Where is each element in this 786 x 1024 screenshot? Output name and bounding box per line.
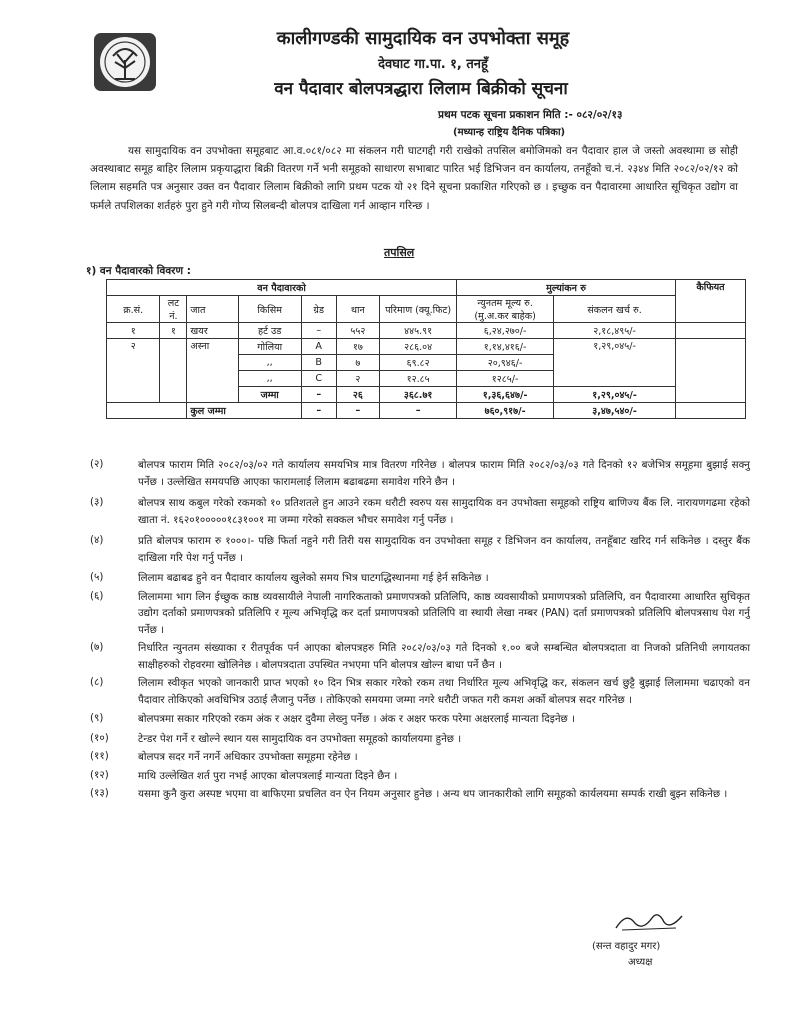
subtotal-grade: –	[301, 387, 336, 403]
total-grade: –	[301, 403, 336, 419]
cell-grade: C	[301, 371, 336, 387]
cell-kind: ,,	[238, 355, 301, 371]
cell-kind: हर्ट उड	[238, 323, 301, 339]
header-forest-group: वन पैदावारको	[107, 280, 457, 296]
cell-quantity: ४४५.९१	[380, 323, 457, 339]
cell-grade: –	[301, 323, 336, 339]
organization-title: कालीगण्डकी सामुदायिक वन उपभोक्ता समूह	[276, 28, 570, 49]
list-item-number: (६)	[90, 589, 104, 602]
list-item-text: लिलाममा भाग लिन ईच्छुक काष्ठ व्यवसायीले नेपाली नागरिकताको प्रमाणपत्रको प्रतिलिपि, काष्ठ व्यवसायीको प्रमाणपत्रको प्रतिलिपि, वन पैदावारमा आधारित सुचिकृत उद्योग दर्ताको प्रमाणपत्रको प्रतिलिपि र मूल्य अभिवृद्धि कर दर्ता प्रमाणपत्रको प्रतिलिपि वा स्थायी लेखा नम्बर (PAN) दर्ता प्रमाणपत्रको प्रतिलिपि बोलपत्रसाथ पेश गर्नु पर्नेछ ।	[138, 590, 750, 636]
forest-products-table	[106, 279, 746, 419]
list-item-number: (९)	[90, 712, 104, 724]
list-item	[90, 711, 750, 728]
cell-min-price: १२८५/-	[457, 371, 554, 387]
list-item	[90, 768, 750, 785]
cell-lot	[160, 339, 187, 403]
subtotal-min-price: १,३६,६४७/-	[457, 387, 554, 403]
subtotal-label: जम्मा	[238, 387, 301, 403]
list-item-text: लिलाम स्वीकृत भएको जानकारी प्राप्त भएको १० दिन भित्र सकार गरेको रकम तथा निर्धारित मूल्य अभिवृद्धि कर, संकलन खर्च छुट्टै बुझाई लिलाममा चढाएको वन पैदावार तोकिएको अवधिभित्र उठाई लैजानु पर्नेछ । तोकिएको समयमा जम्मा नगरे धरौटी जफत गरी कमश अर्को बोलपत्र सदर गरिनेछ ।	[138, 677, 750, 706]
list-item-text: यसमा कुनै कुरा अस्पष्ट भएमा वा बाफिएमा प्रचलित वन ऐन नियम अनुसार हुनेछ । अन्य थप जानकारीको लागि समूहको कार्यलयमा सम्पर्क राखी बुझ्न सकिनेछ ।	[138, 788, 728, 800]
cell-quantity: २८६.०४	[380, 339, 457, 355]
total-min-price: ७६०,९१७/-	[457, 403, 554, 419]
header-remarks: कैफियत	[676, 280, 746, 323]
cell-kind: गोलिया	[238, 339, 301, 355]
publication-date: प्रथम पटक सूचना प्रकाशन मिति :- ०८२/०२/१३	[438, 109, 623, 121]
header-valuation-group: मुल्यांकन रु	[457, 280, 676, 296]
cell-pieces: २	[336, 371, 380, 387]
cell-grade: A	[301, 339, 336, 355]
list-item-text: निर्धारित न्युनतम संख्याका र रीतपूर्वक पर्न आएका बोलपत्रहरु मिति २०८२/०३/०३ गते दिनको १.०० बजे सम्बन्धित बोलपत्रदाता वा निजको प्रतिनिधी लगायतका साक्षीहरुको रोहवरमा खोलिनेछ । बोलपत्रदाता उपस्थित नभएमा पनि बोलपत्र खोल्न बाधा पर्ने छैन ।	[138, 642, 750, 671]
subtotal-quantity: ३६८.७१	[380, 387, 457, 403]
schedule-heading: तपसिल	[384, 246, 415, 259]
header-collection-cost: संकलन खर्च रु.	[554, 296, 676, 323]
cell-min-price: २०,९४६/-	[457, 355, 554, 371]
conditions-list	[90, 457, 750, 805]
list-item-number: (७)	[90, 641, 104, 653]
list-item-number: (५)	[90, 571, 104, 583]
list-item	[90, 457, 750, 490]
signature-mark	[612, 908, 692, 934]
cell-sn: १	[107, 323, 160, 339]
list-item-number: (८)	[90, 676, 104, 688]
table-row	[107, 323, 746, 339]
list-item	[90, 786, 750, 803]
cell-remarks	[676, 339, 746, 403]
header-kind: किसिम	[238, 296, 301, 323]
list-item-text: टेन्डर पेश गर्ने र खोल्ने स्थान यस सामुदायिक वन उपभोक्ता समूहको कार्यालयमा हुनेछ ।	[138, 732, 462, 745]
list-item-number: (१०)	[90, 731, 109, 744]
list-item-text: लिलाम बढाबढ हुने वन पैदावार कार्यालय खुलेको समय भित्र घाटगद्धिस्थानमा गई हेर्न सकिनेछ ।	[138, 572, 489, 584]
publication-newspaper: (मध्यान्ह राष्ट्रिय दैनिक पत्रिका)	[453, 127, 566, 138]
header-grade: ग्रेड	[301, 296, 336, 323]
cell-min-price: १,१४,४१६/-	[457, 339, 554, 355]
list-item-number: (३)	[90, 496, 104, 508]
cell-quantity: १२.८५	[380, 371, 457, 387]
organization-address: देवघाट गा.पा. १, तनहूँ	[378, 57, 488, 72]
total-remarks	[676, 403, 746, 419]
cell-sn: २	[107, 339, 160, 403]
cell-lot: १	[160, 323, 187, 339]
cell-pieces: १७	[336, 339, 380, 355]
header-min-price: न्युनतम मूल्य रु. (मु.अ.कर बाहेक)	[457, 296, 554, 323]
list-item-number: (१२)	[90, 768, 109, 781]
cell-pieces: ५५२	[336, 323, 380, 339]
cell-kind: ,,	[238, 371, 301, 387]
list-item-text: बोलपत्र फाराम मिति २०८२/०३/०२ गते कार्यालय समयभित्र मात्र वितरण गरिनेछ । बोलपत्र फाराम मिति २०८२/०३/०३ गते दिनको १२ बजेभित्र समूहमा बुझाई सक्नु पर्नेछ । उल्लेखित समयपछि आएका फारामलाई लिलाम बढाबढमा समावेश गरिने छैन ।	[138, 459, 750, 488]
list-item-text: बोलपत्र साथ कबुल गरेको रकमको १० प्रतिशतले हुन आउने रकम धरौटी स्वरुप यस सामुदायिक वन उपभोक्ता समूहको राष्ट्रिय बाणिज्य बैंक लि. नारायणगढमा रहेको खाता नं. १६२०१०००००१८३१००१ मा जम्मा गरेको सक्कल भौचर समावेश गर्नु पर्नेछ ।	[138, 497, 750, 526]
list-item-number: (२)	[90, 458, 104, 470]
cell-species: खयर	[187, 323, 238, 339]
list-item	[90, 570, 750, 587]
signatory-name: (सन्त वहादुर मगर)	[592, 941, 661, 952]
list-item	[90, 533, 750, 566]
header-sn: क्र.सं.	[107, 296, 160, 323]
section-label: १) वन पैदावारको विवरण :	[86, 265, 191, 277]
total-label: कुल जम्मा	[187, 403, 301, 419]
subtotal-collection-cost: १,२९,०४५/-	[554, 387, 676, 403]
total-spacer	[107, 403, 187, 419]
total-quantity: –	[380, 403, 457, 419]
cell-grade: B	[301, 355, 336, 371]
total-pieces: –	[336, 403, 380, 419]
table-row	[107, 339, 746, 355]
header-lot: लट नं.	[160, 296, 187, 323]
list-item-text: प्रति बोलपत्र फाराम रु १०००।- पछि फिर्ता नहुने गरी तिरी यस सामुदायिक वन उपभोक्ता समूह र डिभिजन वन कार्यालय, तनहूँबाट खरिद गर्न सकिनेछ । दस्तुर बैंक दाखिला गरि पेश गर्नु पर्नेछ ।	[138, 535, 750, 564]
list-item-number: (१३)	[90, 787, 109, 799]
list-item-text: बोलपत्र सदर गर्ने नगर्ने अधिकार उपभोक्ता समूहमा रहेनेछ ।	[138, 751, 358, 763]
cell-species: अस्ना	[187, 339, 238, 403]
cell-min-price: ६,२४,२७०/-	[457, 323, 554, 339]
list-item	[90, 731, 750, 748]
list-item	[90, 749, 750, 766]
signatory-title: अध्यक्ष	[628, 957, 653, 968]
list-item-text: माथि उल्लेखित शर्त पुरा नभई आएका बोलपत्रलाई मान्यता दिइने छैन ।	[138, 769, 398, 782]
list-item	[90, 589, 750, 639]
header-quantity: परिमाण (क्यू.फिट)	[380, 296, 457, 323]
cell-collection-cost: २,१८,४९५/-	[554, 323, 676, 339]
list-item	[90, 495, 750, 528]
list-item	[90, 640, 750, 673]
intro-paragraph: यस सामुदायिक वन उपभोक्ता समूहबाट आ.व.०८१/०८२ मा संकलन गरी घाटगद्दी गरी राखेको तपसिल बमोजिमको वन पैदावार हाल जे जस्तो अवस्थामा छ सोही अवस्थाबाट समूह बाहिर लिलाम प्रकृयाद्धारा बिक्री वितरण गर्ने भनी समूहको साधारण सभाबाट पारित भई डिभिजन वन कार्यालय, तनहूँको च.नं. २३४४ मिति २०८२/०२/१२ को लिलाम सहमति पत्र अनुसार उक्त वन पैदावार लिलाम बिक्रीको लागि प्रथम पटक यो २१ दिने सूचना प्रकाशित गरिएको छ । इच्छुक वन पैदावारमा आधारित सूचिकृत उद्योग वा फर्मले तपशिलका शर्तहरुं पुरा हुने गरी गोप्य सिलबन्दी बोलपत्र दाखिला गर्न आव्हान गरिन्छ ।	[90, 145, 738, 212]
cell-quantity: ६९.८२	[380, 355, 457, 371]
cell-pieces: ७	[336, 355, 380, 371]
subtotal-pieces: २६	[336, 387, 380, 403]
header-species: जात	[187, 296, 238, 323]
list-item-number: (४)	[90, 534, 104, 546]
header-pieces: थान	[336, 296, 380, 323]
list-item-number: (११)	[90, 750, 109, 762]
list-item-text: बोलपत्रमा सकार गरिएको रकम अंक र अक्षर दुवैमा लेख्नु पर्नेछ । अंक र अक्षर फरक परेमा अक्षरलाई मान्यता दिइनेछ ।	[138, 713, 575, 725]
total-collection-cost: ३,४७,५४०/-	[554, 403, 676, 419]
total-row	[107, 403, 746, 419]
notice-title: वन पैदावार बोलपत्रद्धारा लिलाम बिक्रीको सूचना	[274, 79, 568, 99]
list-item	[90, 675, 750, 708]
cell-collection-cost: १,२९,०४५/-	[554, 339, 676, 387]
cell-remarks	[676, 323, 746, 339]
